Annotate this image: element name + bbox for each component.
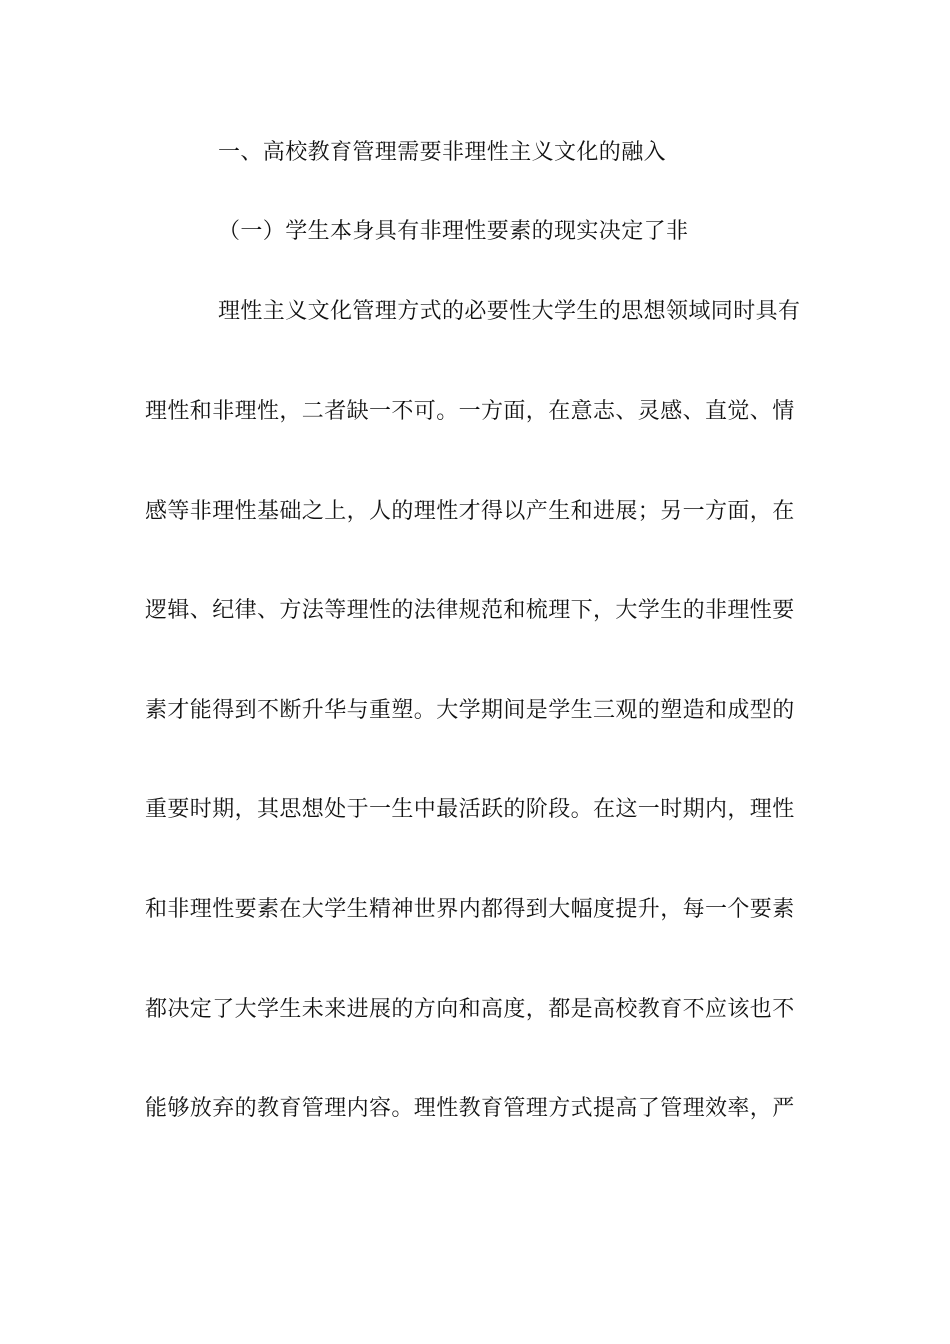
subsection-heading: （一）学生本身具有非理性要素的现实决定了非 — [218, 219, 689, 244]
paragraph-line-6: 重要时期，其思想处于一生中最活跃的阶段。在这一时期内，理性 — [145, 797, 795, 822]
paragraph-line-1: 理性主义文化管理方式的必要性大学生的思想领域同时具有 — [218, 299, 801, 324]
paragraph-line-9: 能够放弃的教育管理内容。理性教育管理方式提高了管理效率，严 — [145, 1096, 795, 1121]
paragraph-line-7: 和非理性要素在大学生精神世界内都得到大幅度提升，每一个要素 — [145, 897, 795, 922]
paragraph-line-4: 逻辑、纪律、方法等理性的法律规范和梳理下，大学生的非理性要 — [145, 598, 795, 623]
paragraph-line-8: 都决定了大学生未来进展的方向和高度，都是高校教育不应该也不 — [145, 997, 795, 1022]
section-heading: 一、高校教育管理需要非理性主义文化的融入 — [218, 140, 667, 165]
paragraph-line-5: 素才能得到不断升华与重塑。大学期间是学生三观的塑造和成型的 — [145, 698, 795, 723]
paragraph-line-2: 理性和非理性，二者缺一不可。一方面，在意志、灵感、直觉、情 — [145, 399, 795, 424]
paragraph-line-3: 感等非理性基础之上，人的理性才得以产生和进展；另一方面，在 — [145, 499, 795, 524]
